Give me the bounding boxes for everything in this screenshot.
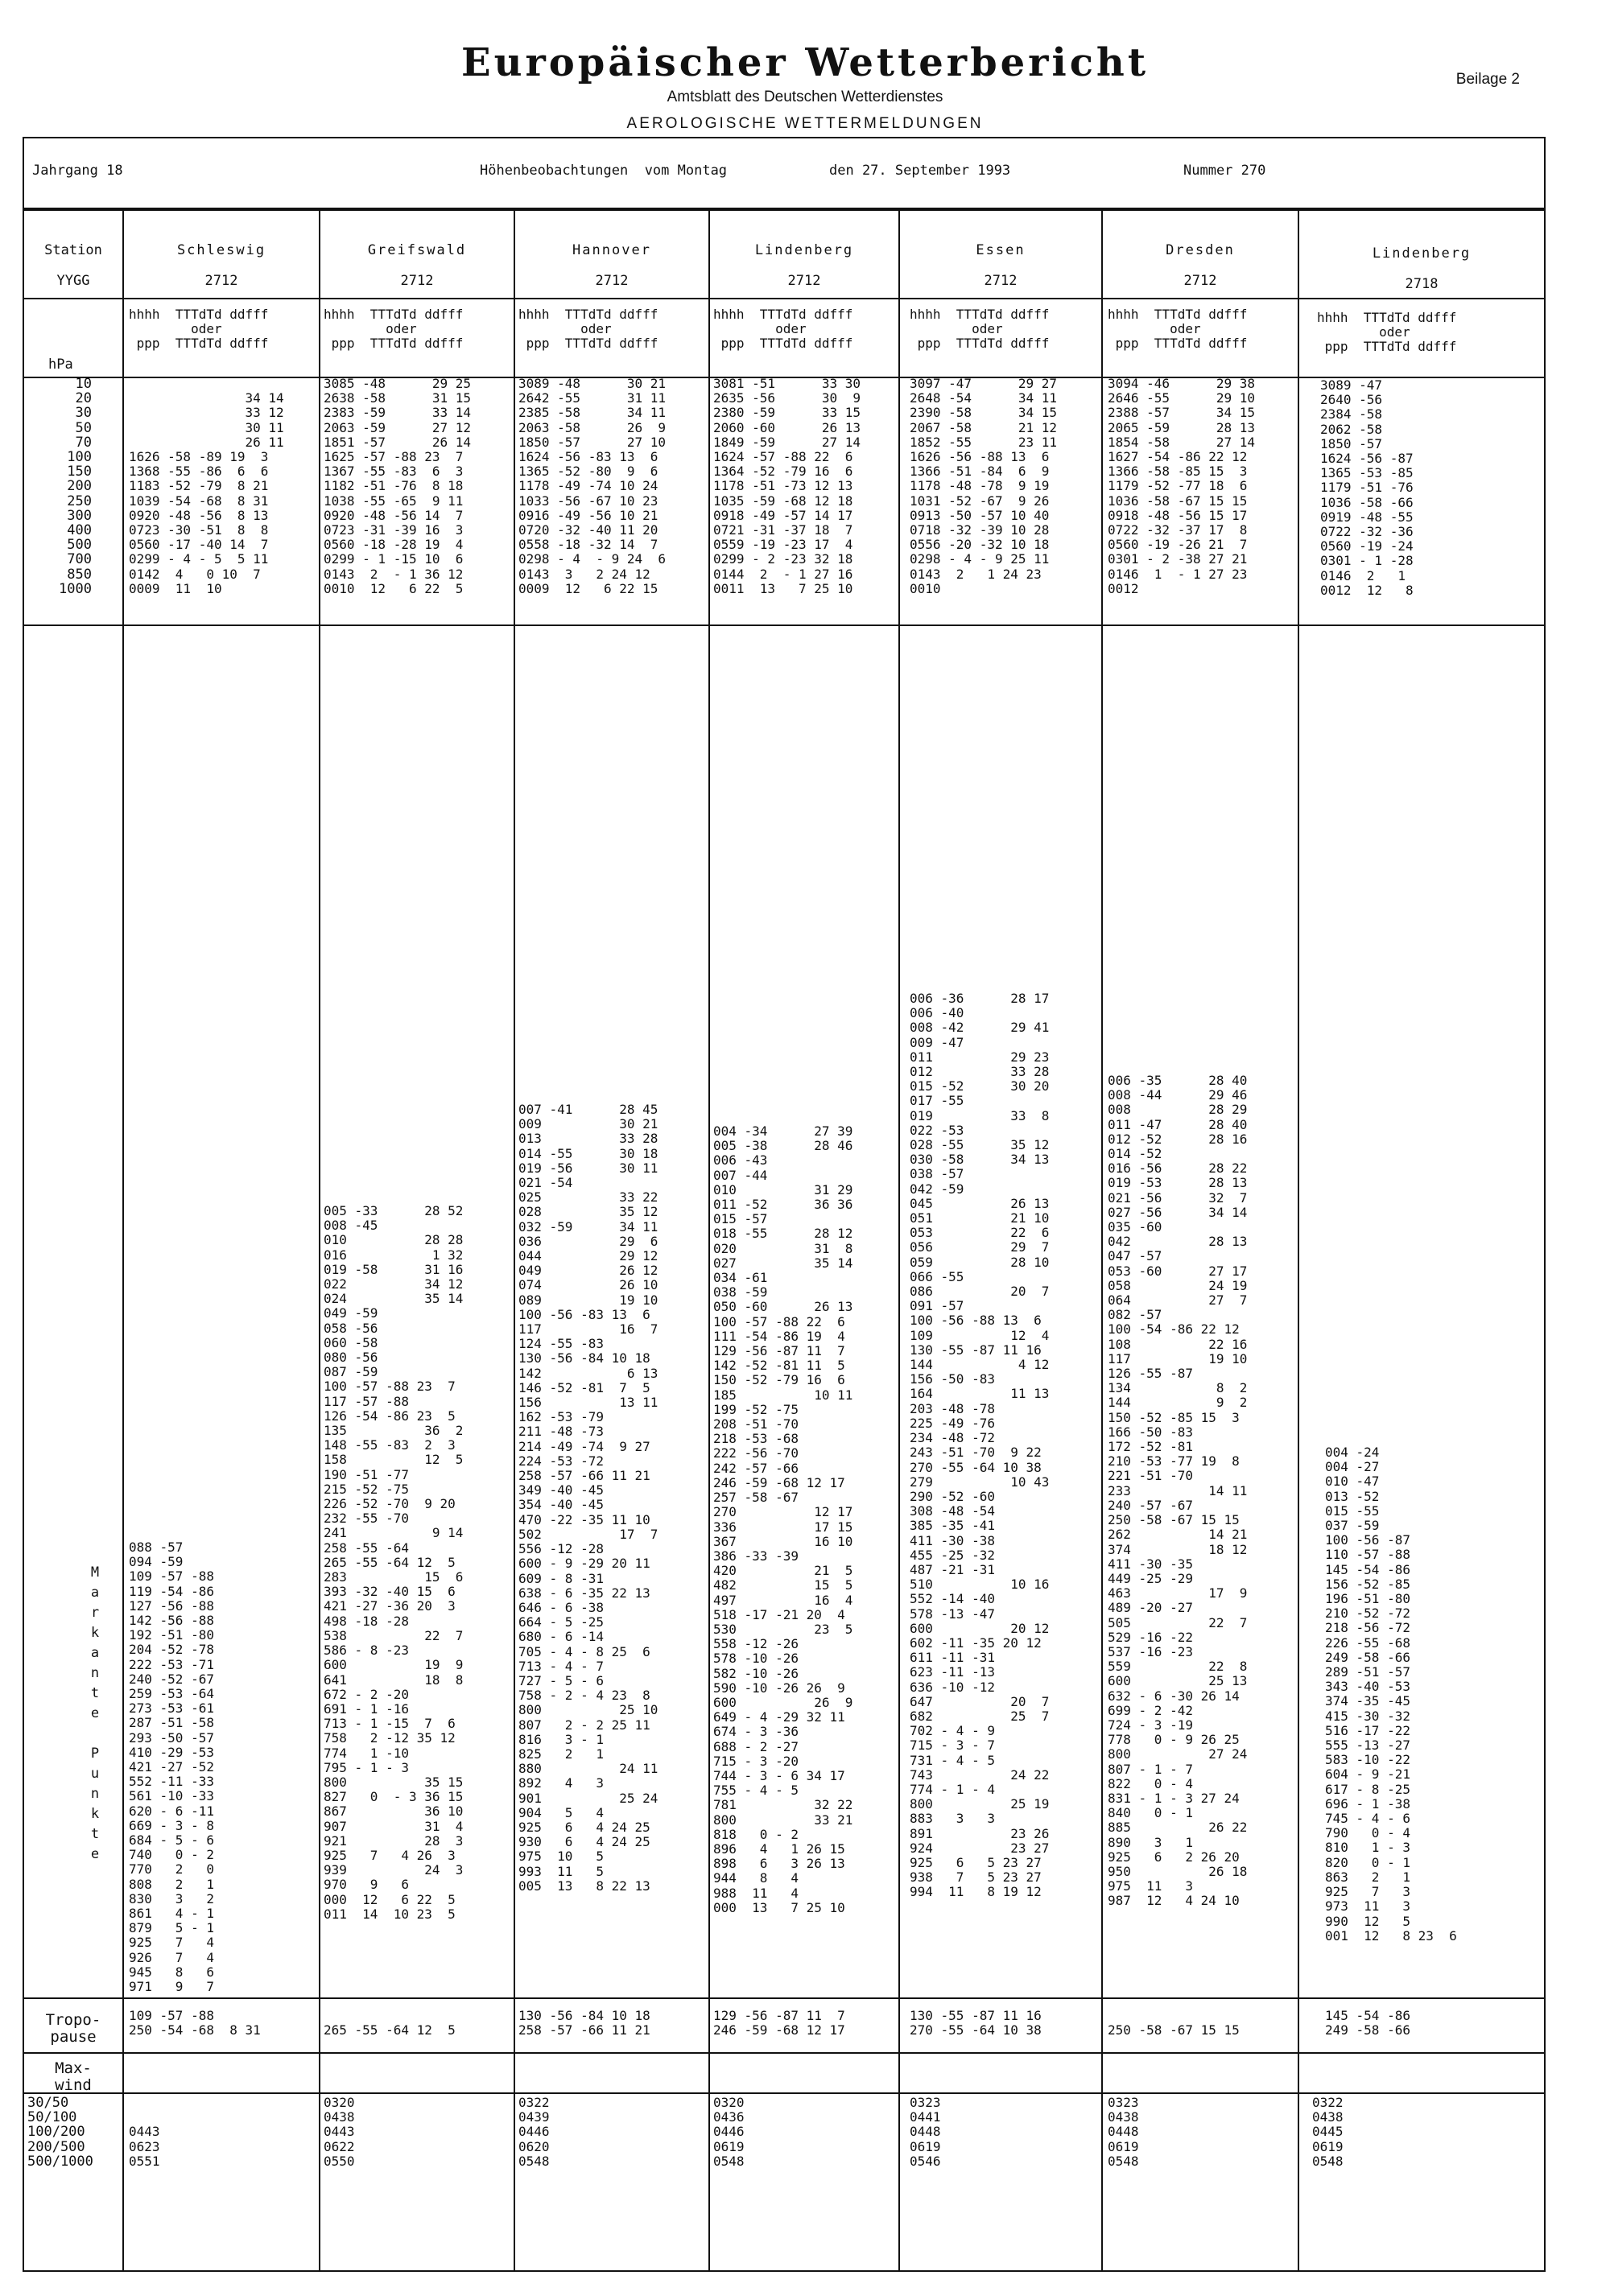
maxwind-greifswald: 0320 0438 0443 0622 0550 bbox=[324, 2096, 355, 2169]
hline-tropo bbox=[23, 2052, 1546, 2054]
date-label: den 27. September 1993 bbox=[829, 163, 1011, 179]
maxwind-hannover: 0322 0439 0446 0620 0548 bbox=[518, 2096, 550, 2169]
tropopause-lindenberg: 129 -56 -87 11 7 246 -59 -68 12 17 bbox=[713, 2009, 845, 2038]
hline-std bbox=[23, 624, 1546, 626]
standard-levels-lindenberg-2718: 3089 -47 2640 -56 2384 -58 2062 -58 1850 -57 1624 -56 -87 1365 -53 -85 1179 -51 -76 1036 -58 -66 0919 -48 -55 0722 -32 -36 0560 -19 -24 0301 - 1 -28 0146 2 1 0012 12 8 bbox=[1320, 378, 1414, 598]
hpa-label: hPa bbox=[48, 357, 73, 373]
significant-points-hannover: 007 -41 28 45 009 30 21 013 33 28 014 -55 30 18 019 -56 30 11 021 -54 025 33 22 028 35 12 032 -59 34 11 036 29 6 044 29 12 049 26 12 074 26 10 089 19 10 100 -56 -83 13 6 117 16 7 124 -55 -83 130 -56 -84 10 18 142 6 13 146 -52 -81 7 5 156 13 11 162 -53 -79 211 -48 -73 214 -49 -74 9 27 224 -53 -72 258 -57 -66 11 21 349 -40 -45 354 -40 -45 470 -22 -35 11 10 502 17 7 556 -12 -28 600 - 9 -29 20 11 609 - 8 -31 638 - 6 -35 22 13 646 - 6 -38 664 - 5 -25 680 - 6 -14 705 - 4 - 8 25 6 713 - 4 - 7 727 - 5 - 6 758 - 2 - 4 23 8 800 25 10 807 2 - 2 25 11 816 3 - 1 825 2 1 880 24 11 892 4 3 901 25 24 904 5 4 925 6 4 24 25 930 6 4 24 25 975 10 5 993 11 5 005 13 8 22 13 bbox=[518, 1103, 658, 1894]
yygg-hannover: 2712 bbox=[595, 274, 629, 289]
number-label: Nummer 270 bbox=[1183, 163, 1266, 179]
standard-levels-hannover: 3089 -48 30 21 2642 -55 31 11 2385 -58 34 11 2063 -58 26 9 1850 -57 27 10 1624 -56 -83 13 6 1365 -52 -80 9 6 1178 -49 -74 10 24 1033 -56 -67 10 23 0916 -49 -56 10 21 0720 -32 -40 11 20 0558 -18 -32 14 7 0298 - 4 - 9 24 6 0143 3 2 24 12 0009 12 6 22 15 bbox=[518, 377, 667, 596]
station-name-dresden: Dresden bbox=[1166, 243, 1235, 258]
tropopause-lindenberg-2718: 145 -54 -86 249 -58 -66 bbox=[1325, 2009, 1410, 2038]
yygg-dresden: 2712 bbox=[1183, 274, 1217, 289]
yygg-lindenberg-2718: 2718 bbox=[1405, 277, 1439, 292]
yygg-label: YYGG bbox=[56, 274, 90, 289]
column-header-lindenberg-2718: hhhh TTTdTd ddfff oder ppp TTTdTd ddfff bbox=[1317, 311, 1457, 355]
subtitle: Amtsblatt des Deutschen Wetterdienstes bbox=[667, 89, 943, 105]
hline-sig bbox=[23, 1997, 1546, 1999]
tropopause-label: Tropo- pause bbox=[45, 2012, 101, 2046]
beilage-label: Beilage 2 bbox=[1455, 71, 1520, 88]
info-box bbox=[23, 137, 1546, 209]
pressure-levels: 10 20 30 50 70 100 150 200 250 300 400 500 700 850 1000 bbox=[59, 377, 92, 597]
column-header-greifswald: hhhh TTTdTd ddfff oder ppp TTTdTd ddfff bbox=[324, 307, 464, 352]
standard-levels-schleswig: 34 14 33 12 30 11 26 11 1626 -58 -89 19 3 1368 -55 -86 6 6 1183 -52 -79 8 21 1039 -54 -68 8 31 0920 -48 -56 8 13 0723 -30 -51 8 8 0560 -17 -40 14 7 0299 - 4 - 5 5 11 0142 4 0 10 7 0009 11 10 bbox=[129, 390, 284, 596]
standard-levels-dresden: 3094 -46 29 38 2646 -55 29 10 2388 -57 34 15 2065 -59 28 13 1854 -58 27 14 1627 -54 -86 22 12 1366 -58 -85 15 3 1179 -52 -77 18 6 1036 -58 -67 15 15 0918 -48 -56 15 17 0722 -32 -37 17 8 0560 -19 -26 21 7 0301 - 2 -38 27 21 0146 1 - 1 27 23 0012 bbox=[1108, 377, 1256, 596]
standard-levels-essen: 3097 -47 29 27 2648 -54 34 11 2390 -58 34 15 2067 -58 21 12 1852 -55 23 11 1626 -56 -88 13 6 1366 -51 -84 6 9 1178 -48 -78 9 19 1031 -52 -67 9 26 0913 -50 -57 10 40 0718 -32 -39 10 28 0556 -20 -32 10 18 0298 - 4 - 9 25 11 0143 2 1 24 23 0010 bbox=[910, 377, 1058, 596]
vline-5 bbox=[898, 209, 900, 2272]
yygg-lindenberg: 2712 bbox=[787, 274, 821, 289]
tropopause-essen: 130 -55 -87 11 16 270 -55 -64 10 38 bbox=[910, 2009, 1042, 2038]
tropopause-greifswald: 265 -55 -64 12 5 bbox=[324, 2022, 456, 2038]
station-name-lindenberg-2718: Lindenberg bbox=[1372, 246, 1472, 262]
station-name-essen: Essen bbox=[976, 243, 1026, 258]
tropopause-schleswig: 109 -57 -88 250 -54 -68 8 31 bbox=[129, 2009, 261, 2038]
vline-2 bbox=[319, 209, 320, 2272]
significant-points-lindenberg-2718: 004 -24 004 -27 010 -47 013 -52 015 -55 037 -59 100 -56 -87 110 -57 -88 145 -54 -86 156 -52 -85 196 -51 -80 210 -52 -72 218 -56 -72 226 -55 -68 249 -58 -66 289 -51 -57 343 -40 -53 374 -35 -45 415 -30 -32 516 -17 -22 555 -13 -27 583 -10 -22 604 - 9 -21 617 - 8 -25 696 - 1 -38 745 - 4 - 6 790 0 - 4 810 1 - 3 820 0 - 1 863 2 1 925 7 3 973 11 3 990 12 5 001 12 8 23 6 bbox=[1325, 1445, 1457, 1944]
maxwind-dresden: 0323 0438 0448 0619 0548 bbox=[1108, 2096, 1139, 2169]
hoehen-label: Höhenbeobachtungen vom Montag bbox=[480, 163, 728, 179]
station-name-schleswig: Schleswig bbox=[176, 243, 266, 258]
maxwind-lindenberg: 0320 0436 0446 0619 0548 bbox=[713, 2096, 745, 2169]
station-label: Station bbox=[44, 243, 102, 258]
hline-max bbox=[23, 2092, 1546, 2094]
vline-1 bbox=[122, 209, 124, 2272]
maxwind-essen: 0323 0441 0448 0619 0546 bbox=[910, 2096, 941, 2169]
station-name-greifswald: Greifswald bbox=[367, 243, 467, 258]
standard-levels-lindenberg: 3081 -51 33 30 2635 -56 30 9 2380 -59 33 15 2060 -60 26 13 1849 -59 27 14 1624 -57 -88 22 6 1364 -52 -79 16 6 1178 -51 -73 12 13 1035 -59 -68 12 18 0918 -49 -57 14 17 0721 -31 -37 18 7 0559 -19 -23 17 4 0299 - 2 -23 32 18 0144 2 - 1 27 16 0011 13 7 25 10 bbox=[713, 377, 861, 596]
vline-6 bbox=[1101, 209, 1103, 2272]
significant-points-greifswald: 005 -33 28 52 008 -45 010 28 28 016 1 32 019 -58 31 16 022 34 12 024 35 14 049 -59 058 -56 060 -58 080 -56 087 -59 100 -57 -88 23 7 117 -57 -88 126 -54 -86 23 5 135 36 2 148 -55 -83 2 3 158 12 5 190 -51 -77 215 -52 -75 226 -52 -70 9 20 232 -55 -70 241 9 14 258 -55 -64 265 -55 -64 12 5 283 15 6 393 -32 -40 15 6 421 -27 -36 20 3 498 -18 -28 538 22 7 586 - 8 -23 600 19 9 641 18 8 672 - 2 -20 691 - 1 -16 713 - 1 -15 7 6 758 2 -12 35 12 774 1 -10 795 - 1 - 3 800 35 15 827 0 - 3 36 15 867 36 10 907 31 4 921 28 3 925 7 4 26 3 939 24 3 970 9 6 000 12 6 22 5 011 14 10 23 5 bbox=[324, 1204, 464, 1922]
significant-points-lindenberg: 004 -34 27 39 005 -38 28 46 006 -43 007 -44 010 31 29 011 -52 36 36 015 -57 018 -55 28 12 020 31 8 027 35 14 034 -61 038 -59 050 -60 26 13 100 -57 -88 22 6 111 -54 -86 19 4 129 -56 -87 11 7 142 -52 -81 11 5 150 -52 -79 16 6 185 10 11 199 -52 -75 208 -51 -70 218 -53 -68 222 -56 -70 242 -57 -66 246 -59 -68 12 17 257 -58 -67 270 12 17 336 17 15 367 16 10 386 -33 -39 420 21 5 482 15 5 497 16 4 518 -17 -21 20 4 530 23 5 558 -12 -26 578 -10 -26 582 -10 -26 590 -10 -26 26 9 600 26 9 649 - 4 -29 32 11 674 - 3 -36 688 - 2 -27 715 - 3 -20 744 - 3 - 6 34 17 755 - 4 - 5 781 32 22 800 33 21 818 0 - 2 896 4 1 26 15 898 6 3 26 13 944 8 4 988 11 4 000 13 7 25 10 bbox=[713, 1123, 853, 1915]
maxwind-levels: 30/50 50/100 100/200 200/500 500/1000 bbox=[27, 2096, 93, 2170]
station-name-hannover: Hannover bbox=[572, 243, 651, 258]
markante-punkte-label: M a r k a n t e P u n k t e bbox=[90, 1564, 100, 1862]
significant-points-schleswig: 088 -57 094 -59 109 -57 -88 119 -54 -86 127 -56 -88 142 -56 -88 192 -51 -80 204 -52 -78 222 -53 -71 240 -52 -67 259 -53 -64 273 -53 -61 287 -51 -58 293 -50 -57 410 -29 -53 421 -27 -52 552 -11 -33 561 -10 -33 620 - 6 -11 669 - 3 - 8 684 - 5 - 6 740 0 - 2 770 2 0 808 2 1 830 3 2 861 4 - 1 879 5 - 1 925 7 4 926 7 4 945 8 6 971 9 7 bbox=[129, 1540, 214, 1995]
standard-levels-greifswald: 3085 -48 29 25 2638 -58 31 15 2383 -59 33 14 2063 -59 27 12 1851 -57 26 14 1625 -57 -88 23 7 1367 -55 -83 6 3 1182 -51 -76 8 18 1038 -55 -65 9 11 0920 -48 -56 14 7 0723 -31 -39 16 3 0560 -18 -28 19 4 0299 - 1 -15 10 6 0143 2 - 1 36 12 0010 12 6 22 5 bbox=[324, 377, 472, 596]
column-header-essen: hhhh TTTdTd ddfff oder ppp TTTdTd ddfff bbox=[910, 307, 1050, 352]
maxwind-lindenberg-2718: 0322 0438 0445 0619 0548 bbox=[1312, 2096, 1344, 2169]
hline-yygg bbox=[23, 298, 1546, 299]
page-title: Europäischer Wetterbericht bbox=[461, 40, 1149, 85]
column-header-hannover: hhhh TTTdTd ddfff oder ppp TTTdTd ddfff bbox=[518, 307, 658, 352]
column-header-schleswig: hhhh TTTdTd ddfff oder ppp TTTdTd ddfff bbox=[129, 307, 269, 352]
yygg-schleswig: 2712 bbox=[204, 274, 238, 289]
significant-points-essen: 006 -36 28 17 006 -40 008 -42 29 41 009 -47 011 29 23 012 33 28 015 -52 30 20 017 -55 019 33 8 022 -53 028 -55 35 12 030 -58 34 13 038 -57 042 -59 045 26 13 051 21 10 053 22 6 056 29 7 059 28 10 066 -55 086 20 7 091 -57 100 -56 -88 13 6 109 12 4 130 -55 -87 11 16 144 4 12 156 -50 -83 164 11 13 203 -48 -78 225 -49 -76 234 -48 -72 243 -51 -70 9 22 270 -55 -64 10 38 279 10 43 290 -52 -60 308 -48 -54 385 -35 -41 411 -30 -38 455 -25 -32 487 -21 -31 510 10 16 552 -14 -40 578 -13 -47 600 20 12 602 -11 -35 20 12 611 -11 -31 623 -11 -13 636 -10 -12 647 20 7 682 25 7 702 - 4 - 9 715 - 3 - 7 731 - 4 - 5 743 24 22 774 - 1 - 4 800 25 19 883 3 3 891 23 26 924 23 27 925 6 5 23 27 938 7 5 23 27 994 11 8 19 12 bbox=[910, 991, 1050, 1900]
tropopause-hannover: 130 -56 -84 10 18 258 -57 -66 11 21 bbox=[518, 2009, 650, 2038]
vline-4 bbox=[708, 209, 710, 2272]
station-name-lindenberg: Lindenberg bbox=[754, 243, 854, 258]
vline-3 bbox=[514, 209, 515, 2272]
significant-points-dresden: 006 -35 28 40 008 -44 29 46 008 28 29 011 -47 28 40 012 -52 28 16 014 -52 016 -56 28 22 019 -53 28 13 021 -56 32 7 027 -56 34 14 035 -60 042 28 13 047 -57 053 -60 27 17 058 24 19 064 27 7 082 -57 100 -54 -86 22 12 108 22 16 117 19 10 126 -55 -87 134 8 2 144 9 2 150 -52 -85 15 3 166 -50 -83 172 -52 -81 210 -53 -77 19 8 221 -51 -70 233 14 11 240 -57 -67 250 -58 -67 15 15 262 14 21 374 18 12 411 -30 -35 449 -25 -29 463 17 9 489 -20 -27 505 22 7 529 -16 -22 537 -16 -23 559 22 8 600 25 13 632 - 6 -30 26 14 699 - 2 -42 724 - 3 -19 778 0 - 9 26 25 800 27 24 807 - 1 - 7 822 0 - 4 831 - 1 - 3 27 24 840 0 - 1 885 26 22 890 3 1 925 6 2 26 20 950 26 18 975 11 3 987 12 4 24 10 bbox=[1108, 1074, 1248, 1909]
section-title: AEROLOGISCHE WETTERMELDUNGEN bbox=[626, 115, 984, 132]
maxwind-label: Max- wind bbox=[55, 2060, 92, 2094]
vline-7 bbox=[1298, 209, 1299, 2272]
yygg-greifswald: 2712 bbox=[400, 274, 434, 289]
tropopause-dresden: 250 -58 -67 15 15 bbox=[1108, 2022, 1240, 2038]
maxwind-schleswig: 0443 0623 0551 bbox=[129, 2124, 160, 2169]
yygg-essen: 2712 bbox=[984, 274, 1018, 289]
column-header-dresden: hhhh TTTdTd ddfff oder ppp TTTdTd ddfff bbox=[1108, 307, 1248, 352]
jahrgang-label: Jahrgang 18 bbox=[32, 163, 123, 179]
column-header-lindenberg: hhhh TTTdTd ddfff oder ppp TTTdTd ddfff bbox=[713, 307, 853, 352]
